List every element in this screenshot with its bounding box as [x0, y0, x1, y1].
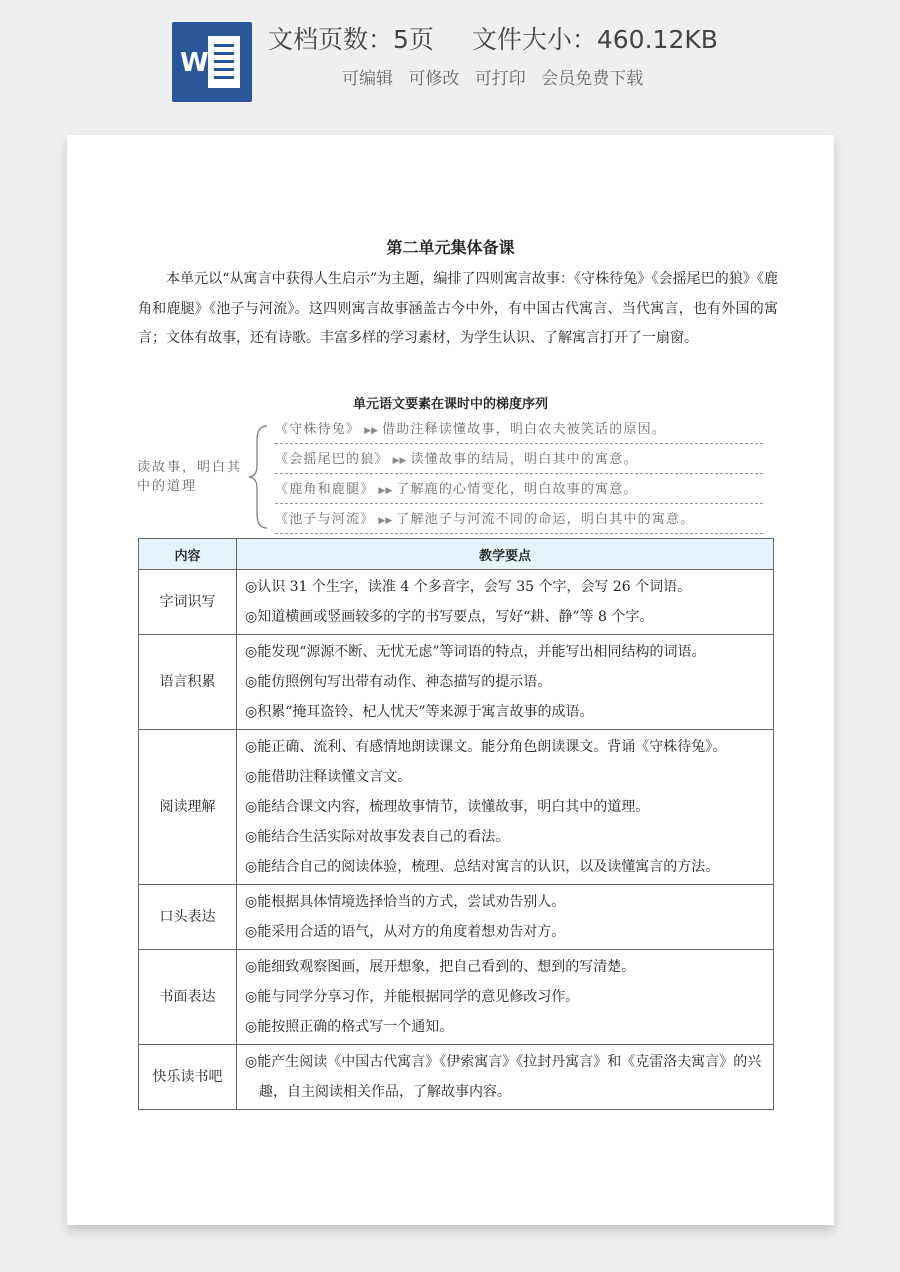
document-title: 第二单元集体备课 [386, 238, 515, 257]
feature-printable: 可打印 [474, 69, 526, 89]
row-points [237, 885, 774, 950]
header-teaching-points: 教学要点 [237, 539, 774, 570]
feature-modifiable: 可修改 [408, 69, 460, 89]
file-size: 文件大小：460.12KB [471, 25, 718, 54]
row-points [237, 950, 774, 1045]
row-points [237, 1045, 774, 1110]
table-row [139, 885, 774, 950]
document-page [67, 135, 834, 1225]
feature-free-download: 会员免费下载 [541, 69, 644, 89]
row-category: 快乐读书吧 [139, 1045, 237, 1110]
row-category: 语言积累 [139, 635, 237, 730]
teaching-points-table [138, 538, 774, 1110]
sequence-item [275, 477, 763, 504]
word-logo-letter: W [180, 48, 209, 78]
point-item: ◎认识 31 个生字，读准 4 个多音字，会写 35 个字，会写 26 个词语。 [245, 579, 692, 595]
point-item: ◎能发现“源源不断、无忧无虑”等词语的特点，并能写出相同结构的词语。 [245, 644, 706, 660]
table-header-row [139, 539, 774, 570]
row-category: 口头表达 [139, 885, 237, 950]
file-meta [268, 22, 718, 58]
point-item: ◎能细致观察图画，展开想象，把自己看到的、想到的写清楚。 [245, 959, 636, 975]
sequence-item [275, 507, 763, 534]
point-item: ◎能仿照例句写出带有动作、神态描写的提示语。 [245, 674, 552, 690]
row-points [237, 570, 774, 635]
table-row [139, 950, 774, 1045]
word-document-icon [172, 22, 252, 102]
bracket-label: 读故事，明白其中的道理 [137, 460, 243, 494]
row-category: 书面表达 [139, 950, 237, 1045]
point-item: ◎能与同学分享习作，并能根据同学的意见修改习作。 [245, 989, 580, 1005]
lesson-name: 《会摇尾巴的狼》 [275, 452, 389, 467]
sequence-item [275, 417, 763, 444]
point-item: ◎能采用合适的语气，从对方的角度着想劝告对方。 [245, 924, 566, 940]
lesson-name: 《守株待兔》 [275, 422, 361, 437]
sequence-item [275, 447, 763, 474]
double-arrow-icon: ▶▶ [378, 516, 393, 526]
row-points [237, 635, 774, 730]
double-arrow-icon: ▶▶ [364, 426, 379, 436]
table-row [139, 1045, 774, 1110]
table-row [139, 730, 774, 885]
lesson-goal: 了解池子与河流不同的命运，明白其中的寓意。 [396, 512, 695, 527]
lesson-goal: 借助注释读懂故事，明白农夫被笑话的原因。 [382, 422, 667, 437]
point-item: ◎积累“掩耳盗铃、杞人忧天”等来源于寓言故事的成语。 [245, 704, 594, 720]
lesson-goal: 读懂故事的结局，明白其中的寓意。 [410, 452, 638, 467]
row-category: 阅读理解 [139, 730, 237, 885]
lesson-goal: 了解鹿的心情变化，明白故事的寓意。 [396, 482, 638, 497]
lesson-name: 《池子与河流》 [275, 512, 375, 527]
row-points [237, 730, 774, 885]
feature-editable: 可编辑 [342, 69, 393, 89]
point-item: ◎能按照正确的格式写一个通知。 [245, 1019, 454, 1035]
sequence-subtitle: 单元语文要素在课时中的梯度序列 [352, 397, 548, 412]
double-arrow-icon: ▶▶ [378, 486, 393, 496]
point-item: ◎能借助注释读懂文言文。 [245, 769, 412, 785]
curly-brace-icon [245, 422, 271, 532]
table-row [139, 570, 774, 635]
feature-list [342, 66, 643, 92]
point-item: ◎能结合自己的阅读体验，梳理、总结对寓言的认识，以及读懂寓言的方法。 [245, 859, 720, 875]
point-item: ◎能结合生活实际对故事发表自己的看法。 [245, 829, 510, 845]
table-row [139, 635, 774, 730]
intro-paragraph: 本单元以“从寓言中获得人生启示”为主题，编排了四则寓言故事：《守株待兔》《会摇尾巴的狼》《鹿角和鹿腿》《池子与河流》。这四则寓言故事涵盖古今中外，有中国古代寓言、当代寓言，也有外国的寓言；文体有故事，还有诗歌。丰富多样的学习素材，为学生认识、了解寓言打开了一扇窗。 [138, 271, 778, 346]
header-content: 内容 [139, 539, 237, 570]
point-item: ◎知道横画或竖画较多的字的书写要点，写好“耕、静”等 8 个字。 [245, 609, 654, 625]
download-header [0, 0, 900, 120]
double-arrow-icon: ▶▶ [392, 456, 407, 466]
point-item: ◎能结合课文内容，梳理故事情节，读懂故事，明白其中的道理。 [245, 799, 650, 815]
lesson-name: 《鹿角和鹿腿》 [275, 482, 375, 497]
point-item: ◎能根据具体情境选择恰当的方式，尝试劝告别人。 [245, 894, 566, 910]
point-item: ◎能正确、流利、有感情地朗读课文。能分角色朗读课文。背诵《守株待兔》。 [245, 739, 727, 755]
row-category: 字词识写 [139, 570, 237, 635]
point-item: ◎能产生阅读《中国古代寓言》《伊索寓言》《拉封丹寓言》和《克雷洛夫寓言》的兴趣，自主阅读相关作品，了解故事内容。 [245, 1054, 762, 1100]
page-count: 文档页数：5页 [268, 25, 434, 54]
